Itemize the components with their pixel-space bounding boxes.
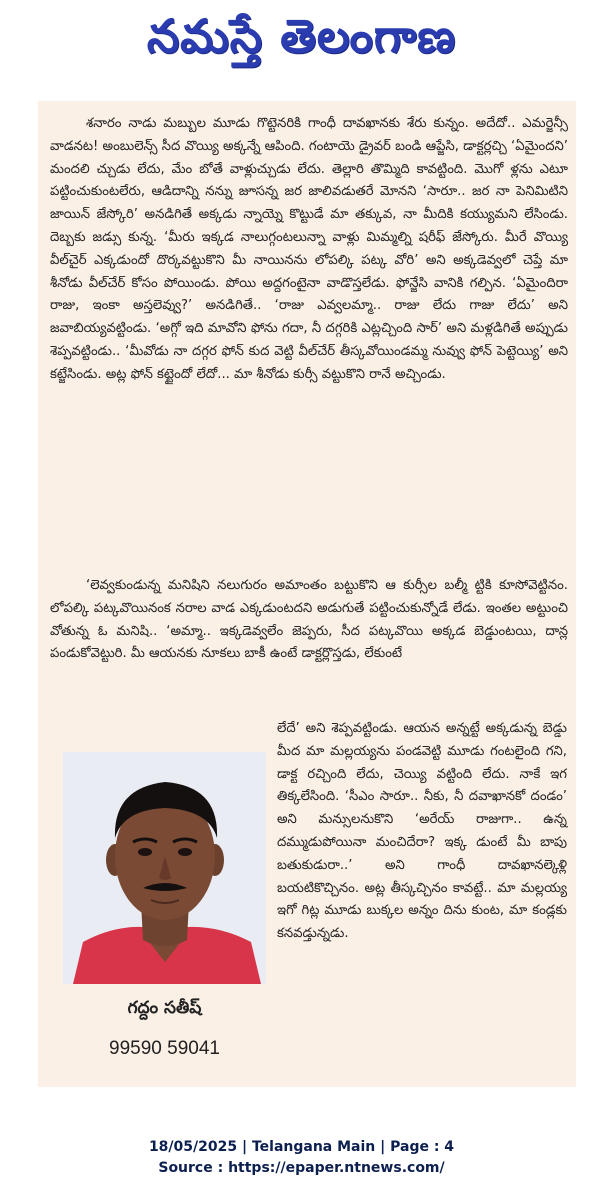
masthead-title: నమస్తే తెలంగాణ xyxy=(146,9,457,63)
author-portrait-icon xyxy=(63,752,266,984)
author-photo xyxy=(63,752,266,984)
author-phone: 99590 59041 xyxy=(109,1038,220,1059)
footer-source-link[interactable]: Source : https://epaper.ntnews.com/ xyxy=(158,1160,445,1176)
author-name: గద్దం సతీష్ xyxy=(127,998,202,1018)
article-paragraph-2: ‘లెవ్వకుండున్న మనిషిని నలుగురం అమాంతం బట్టుకొని ఆ కుర్సీల బల్మీ ట్టికి కూసోవెట్టినం. లోపల్కి పట్కవొయినంక నరాల వాడ ఎక్కడుంటదని అడుగుతే పట్టించుకున్నోడే లేడు. ఇంతల అట్టుంచి వోతున్న ఓ మనిషి.. ‘అమ్మా.. ఇక్కడెవ్వలేం జెప్పరు, సీద పట్కవొయి అక్కడ బెడ్డుంటయి, దాన్ల పండుకోవెట్టురి. మీ ఆయనకు నూకలు బాకీ ఉంటే డాక్టర్లొస్తడు, లేకుంటే xyxy=(50,578,568,662)
article-paragraph-3: లేదే’ అని శెప్పవట్టిండు. ఆయన అన్నట్టే అక్కడున్న బెడ్డు మీద మా మల్లయ్యను పండవెట్టి మూడు గంటలైంది గని, డాక్ట రచ్చింది లేదు, చెయ్యి వట్టింది లేదు. నాకే ఇగ తిక్కలేసింది. ‘సీఎం సారూ.. నీకు, నీ దవాఖానకో దండం’ అని మన్సులనుకొని ‘అరేయ్ రాజుగా.. ఉన్న దమ్ముడుపోయినా మంచిదేరా? ఇక్క డుంటే మీ బాపు బతుకుడురా..’ అని గాంధీ దావఖానల్కెళ్లి బయటికొచ్చినం. అట్ల తీస్కచ్చినం కావట్టే.. మా మల్లయ్య ఇగో గిట్ల మూడు బుక్కల అన్నం దిను కుంట, మా కండ్లకు కనవడ్తున్నడు. xyxy=(277,721,567,942)
footer-date-line: 18/05/2025 | Telangana Main | Page : 4 xyxy=(148,1139,455,1155)
article-paragraph-1: శనారం నాడు మబ్బుల మూడు గొట్టెనరికి గాంధీ దావఖానకు శేరు కున్నం. అదేదో.. ఎమర్జెన్సీ వాడనట! అంబులెన్స్ సీద వొయ్యి అక్కన్నే ఆపింది. గంటాయె డ్రైవర్ బండి ఆప్జేసి, డాక్టర్లచ్చి ‘ఏమైందని’ మందలి చ్చుడు లేదు, మేం బోతే వాళ్లుచ్చుడు లేదు. తెల్లారి తొమ్మిది కావట్టింది. మొగో ళ్లను ఎటూ పట్టించుకుంటలేరు, ఆడిదాన్ని నన్ను జూసన్న జర జాలివడుతరే మోనని ‘సారూ.. జర నా పెనిమిటిని జాయిన్ జేస్కోరి’ అనడిగితే అక్కడు న్నాయ్నె కొట్టుడే మా తక్కువ, నా మీదికి కయ్యుమని లేసిండు. దెబ్బకు జడ్సు కున్న. ‘మీరు ఇక్కడ నాలుగ్గంటలున్నా వాళ్లు మిమ్మల్ని షరీఫ్ జేస్కోరు. మీరే వొయ్యి వీల్‌చైర్ ఎక్కడుందో దొర్కవట్టుకొని మీ నాయినను లోపల్కి పట్క వోరి’ అని అక్కడెవ్వలో చెప్తే మా శీనోడు వీల్‌చేర్ కోసం పోయిండు. పోయి అద్దగంటైనా వాడొస్తలేడు. ఫోన్జేసి వానికి గల్పిన. ‘ఏమైందిరా రాజు, ఇంకా అస్తలెవ్వు?’ అనడిగితే.. ‘రాజు ఎవ్వలమ్మా.. రాజు లేదు గాజు లేదు’ అని జవాబియ్యవట్టిండు. ‘అగ్గో ఇది మావోని ఫోను గదా, నీ దగ్గరికి ఎట్లచ్చింది సార్’ అని మళ్లడిగితే అప్పుడు శెప్పవట్టిండు.. ‘మీవోడు నా దగ్గర ఫోన్ కుద వెట్టి వీల్‌చేర్ తీస్కవోయిండమ్మ నువ్వు ఫోన్ పెట్టెయ్యి’ అని కట్జేసిండు. అట్ల ఫోన్ కట్టైందో లేదో... మా శీనోడు కుర్సీ వట్టుకొని రానే అచ్చిండు. xyxy=(50,116,568,382)
